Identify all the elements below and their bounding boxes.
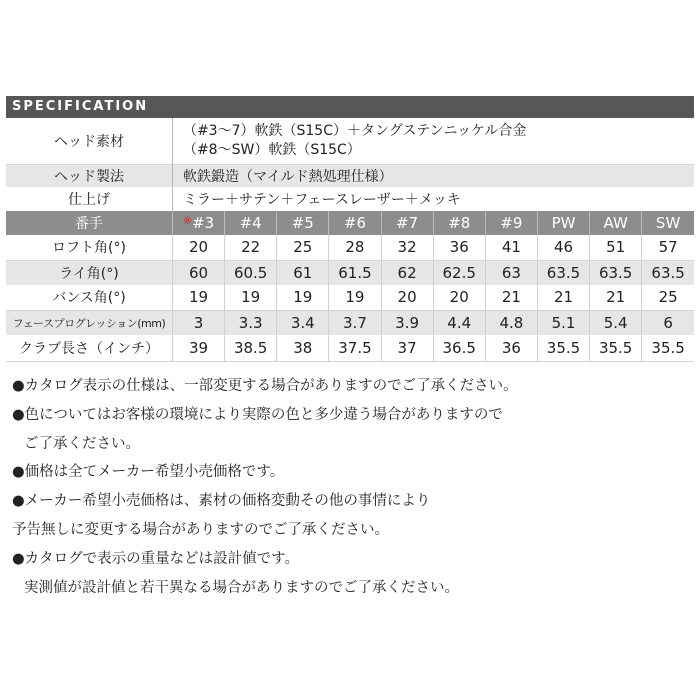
loft-value: 36 — [433, 235, 485, 260]
bounce-value: 20 — [433, 285, 485, 310]
face-progression-value: 4.8 — [485, 310, 537, 335]
club-number-text: #3 — [192, 214, 215, 232]
lie-row — [6, 260, 694, 285]
club-number-cell: SW — [642, 211, 694, 235]
note-line: ●カタログで表示の重量などは設計値です。 — [12, 550, 299, 567]
head-material-value — [172, 118, 694, 164]
club-length-value: 36.5 — [433, 335, 485, 361]
note-line: 予告無しに変更する場合がありますのでご了承ください。 — [12, 521, 389, 538]
lie-value: 63 — [485, 260, 537, 285]
lie-value: 60.5 — [225, 260, 277, 285]
note-line: 実測値が設計値と若干異なる場合がありますのでご了承ください。 — [24, 579, 459, 596]
face-progression-value: 3 — [172, 310, 224, 335]
bounce-value: 25 — [642, 285, 694, 310]
club-number-cell: AW — [590, 211, 642, 235]
face-progression-value: 3.3 — [225, 310, 277, 335]
lie-value: 63.5 — [537, 260, 589, 285]
note-line: ご了承ください。 — [24, 435, 140, 452]
loft-value: 32 — [381, 235, 433, 260]
lie-value: 63.5 — [590, 260, 642, 285]
spec-section-header: SPECIFICATION — [6, 96, 694, 118]
club-number-label: 番手 — [6, 211, 172, 235]
club-length-row — [6, 335, 694, 361]
club-length-value: 35.5 — [642, 335, 694, 361]
lie-value: 61 — [277, 260, 329, 285]
loft-row — [6, 235, 694, 260]
bounce-row — [6, 285, 694, 310]
manufacturing-row — [6, 164, 694, 187]
loft-value: 51 — [590, 235, 642, 260]
face-progression-value: 3.9 — [381, 310, 433, 335]
face-progression-value: 3.7 — [329, 310, 381, 335]
note-line: ●カタログ表示の仕様は、一部変更する場合がありますのでご了承ください。 — [12, 378, 518, 394]
face-progression-value: 6 — [642, 310, 694, 335]
club-length-value: 35.5 — [590, 335, 642, 361]
lie-value: 63.5 — [642, 260, 694, 285]
lie-value: 62 — [381, 260, 433, 285]
asterisk-mark: ※ — [182, 214, 193, 227]
face-progression-value: 5.1 — [537, 310, 589, 335]
club-number-cell: #8 — [433, 211, 485, 235]
lie-label: ライ角(°) — [59, 265, 119, 282]
club-length-label: クラブ長さ（インチ） — [18, 340, 159, 357]
club-number-cell: PW — [537, 211, 589, 235]
head-material-line-2: （#8～SW）軟鉄（S15C） — [182, 141, 361, 158]
note-line: ●価格は全てメーカー希望小売価格です。 — [12, 464, 285, 481]
loft-value: 57 — [642, 235, 694, 260]
manufacturing-label: ヘッド製法 — [53, 168, 124, 185]
bounce-label: バンス角(°) — [52, 290, 126, 307]
bounce-value: 21 — [590, 285, 642, 310]
finish-row — [6, 187, 694, 211]
club-length-value: 37.5 — [329, 335, 381, 361]
club-number-cell: #5 — [277, 211, 329, 235]
club-length-value: 38.5 — [225, 335, 277, 361]
head-material-label: ヘッド素材 — [53, 133, 124, 150]
bounce-value: 19 — [225, 285, 277, 310]
finish-label: 仕上げ — [67, 192, 110, 208]
club-number-cell: #6 — [329, 211, 381, 235]
bounce-value: 19 — [277, 285, 329, 310]
bounce-value: 21 — [537, 285, 589, 310]
club-number-row — [6, 211, 694, 235]
loft-value: 46 — [537, 235, 589, 260]
head-material-line-1: （#3～7）軟鉄（S15C）＋タングステンニッケル合金 — [182, 122, 527, 139]
spec-table — [6, 118, 694, 362]
note-line: ●色についてはお客様の環境により実際の色と多少違う場合がありますので — [12, 406, 503, 423]
face-progression-label: フェースプログレッション(mm) — [12, 316, 166, 330]
face-progression-value: 5.4 — [590, 310, 642, 335]
bounce-value: 19 — [329, 285, 381, 310]
lie-value: 61.5 — [329, 260, 381, 285]
club-length-value: 37 — [381, 335, 433, 361]
manufacturing-value: 軟鉄鍛造（マイルド熱処理仕様） — [172, 164, 694, 187]
loft-value: 41 — [485, 235, 537, 260]
loft-value: 22 — [225, 235, 277, 260]
club-number-cell: #9 — [485, 211, 537, 235]
bounce-value: 20 — [381, 285, 433, 310]
lie-value: 60 — [172, 260, 224, 285]
loft-value: 28 — [329, 235, 381, 260]
notes-list — [12, 372, 692, 602]
note-line: ●メーカー希望小売価格は、素材の価格変動その他の事情により — [12, 493, 431, 510]
face-progression-row — [6, 310, 694, 335]
bounce-value: 19 — [172, 285, 224, 310]
loft-value: 25 — [277, 235, 329, 260]
face-progression-value: 3.4 — [277, 310, 329, 335]
club-length-value: 38 — [277, 335, 329, 361]
club-length-value: 39 — [172, 335, 224, 361]
loft-label: ロフト角(°) — [52, 240, 126, 257]
club-number-cell — [172, 211, 224, 235]
lie-value: 62.5 — [433, 260, 485, 285]
bounce-value: 21 — [485, 285, 537, 310]
face-progression-value: 4.4 — [433, 310, 485, 335]
loft-value: 20 — [172, 235, 224, 260]
club-length-value: 36 — [485, 335, 537, 361]
club-number-cell: #7 — [381, 211, 433, 235]
finish-value: ミラー＋サテン＋フェースレーザー＋メッキ — [172, 187, 694, 211]
club-number-cell: #4 — [225, 211, 277, 235]
club-length-value: 35.5 — [537, 335, 589, 361]
head-material-row — [6, 118, 694, 164]
